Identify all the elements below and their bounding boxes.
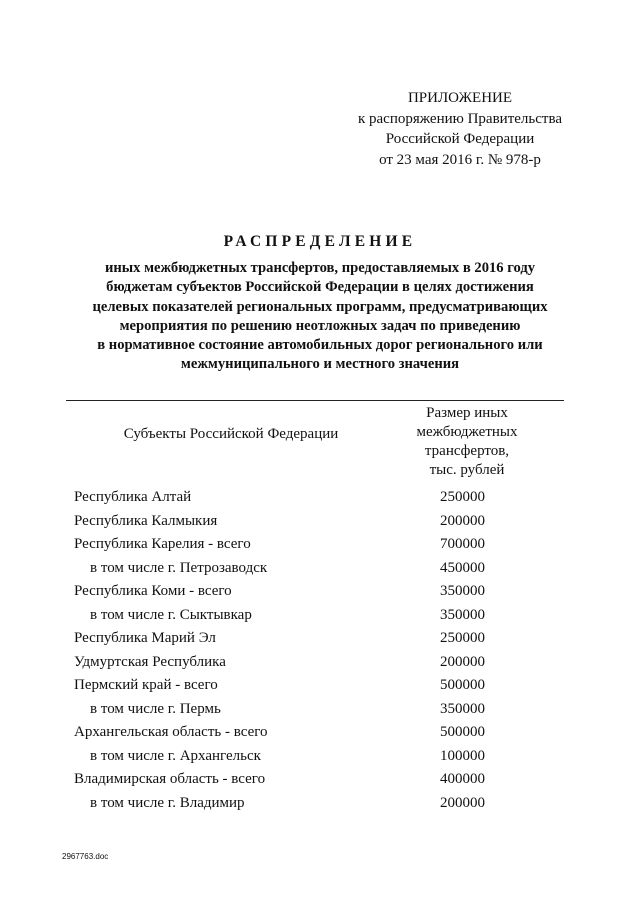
region-name: Владимирская область - всего — [74, 771, 266, 787]
table-row — [0, 677, 640, 701]
transfer-amount: 350000 — [440, 606, 485, 623]
document-title: РАСПРЕДЕЛЕНИЕ — [223, 233, 417, 250]
annex-date-number: от 23 мая 2016 г. № 978-р — [379, 151, 541, 168]
region-name: Архангельская область - всего — [74, 724, 268, 740]
transfer-amount: 250000 — [440, 489, 485, 505]
column-header-line: трансфертов, — [424, 443, 510, 459]
table-row — [0, 748, 640, 772]
annex-line: Российской Федерации — [385, 131, 535, 147]
subtitle-line: целевых показателей региональных программ, предусматривающих — [92, 298, 548, 315]
column-header-subjects: Субъекты Российской Федерации — [123, 426, 339, 442]
region-name: в том числе г. Сыктывкар — [90, 606, 252, 623]
table-row — [0, 560, 640, 584]
region-name: Республика Алтай — [74, 489, 192, 505]
column-header-line: тыс. рублей — [429, 462, 505, 478]
column-header-line: межбюджетных — [416, 424, 518, 440]
region-name: Республика Карелия - всего — [74, 536, 251, 552]
table-row — [0, 701, 640, 725]
transfer-amount: 350000 — [440, 700, 485, 717]
transfer-amount: 100000 — [440, 747, 485, 764]
column-header-line: Размер иных — [426, 405, 508, 421]
table-top-rule — [66, 400, 564, 401]
transfer-amount: 200000 — [440, 794, 485, 811]
document-subtitle — [40, 259, 600, 375]
table-row — [0, 607, 640, 631]
table-row — [0, 630, 640, 654]
subtitle-line: в нормативное состояние автомобильных дорог регионального или — [97, 337, 543, 354]
table-row — [0, 583, 640, 607]
table-row — [0, 654, 640, 678]
table-row — [0, 536, 640, 560]
transfer-amount: 450000 — [440, 559, 485, 576]
transfer-amount: 700000 — [440, 536, 485, 552]
region-name: в том числе г. Пермь — [90, 700, 221, 717]
region-name: Удмуртская Республика — [74, 653, 226, 670]
transfer-amount: 200000 — [440, 512, 485, 529]
table-row — [0, 771, 640, 795]
annex-block — [340, 88, 580, 170]
region-name: Республика Коми - всего — [74, 583, 232, 599]
subtitle-line: иных межбюджетных трансфертов, предоставляемых в 2016 году — [104, 260, 536, 276]
subtitle-line: мероприятия по решению неотложных задач по приведению — [119, 317, 521, 334]
transfer-amount: 200000 — [440, 653, 485, 670]
column-header-amount — [392, 404, 542, 480]
subtitle-line: межмуниципального и местного значения — [180, 356, 460, 373]
transfer-amount: 500000 — [440, 677, 485, 693]
table-body — [0, 489, 640, 818]
subtitle-line: бюджетам субъектов Российской Федерации в целях достижения — [106, 279, 534, 296]
file-reference: 2967763.doc — [62, 852, 109, 861]
table-row — [0, 513, 640, 537]
region-name: в том числе г. Владимир — [90, 794, 245, 811]
region-name: Республика Марий Эл — [74, 630, 216, 646]
region-name: в том числе г. Петрозаводск — [90, 559, 268, 576]
transfer-amount: 350000 — [440, 583, 485, 599]
region-name: Республика Калмыкия — [74, 512, 218, 529]
region-name: в том числе г. Архангельск — [90, 747, 261, 764]
annex-line: к распоряжению Правительства — [357, 110, 562, 127]
table-row — [0, 489, 640, 513]
table-row — [0, 724, 640, 748]
transfer-amount: 400000 — [440, 771, 485, 787]
transfer-amount: 500000 — [440, 724, 485, 740]
table-row — [0, 795, 640, 819]
region-name: Пермский край - всего — [74, 677, 218, 693]
transfer-amount: 250000 — [440, 630, 485, 646]
annex-heading: ПРИЛОЖЕНИЕ — [407, 90, 513, 106]
